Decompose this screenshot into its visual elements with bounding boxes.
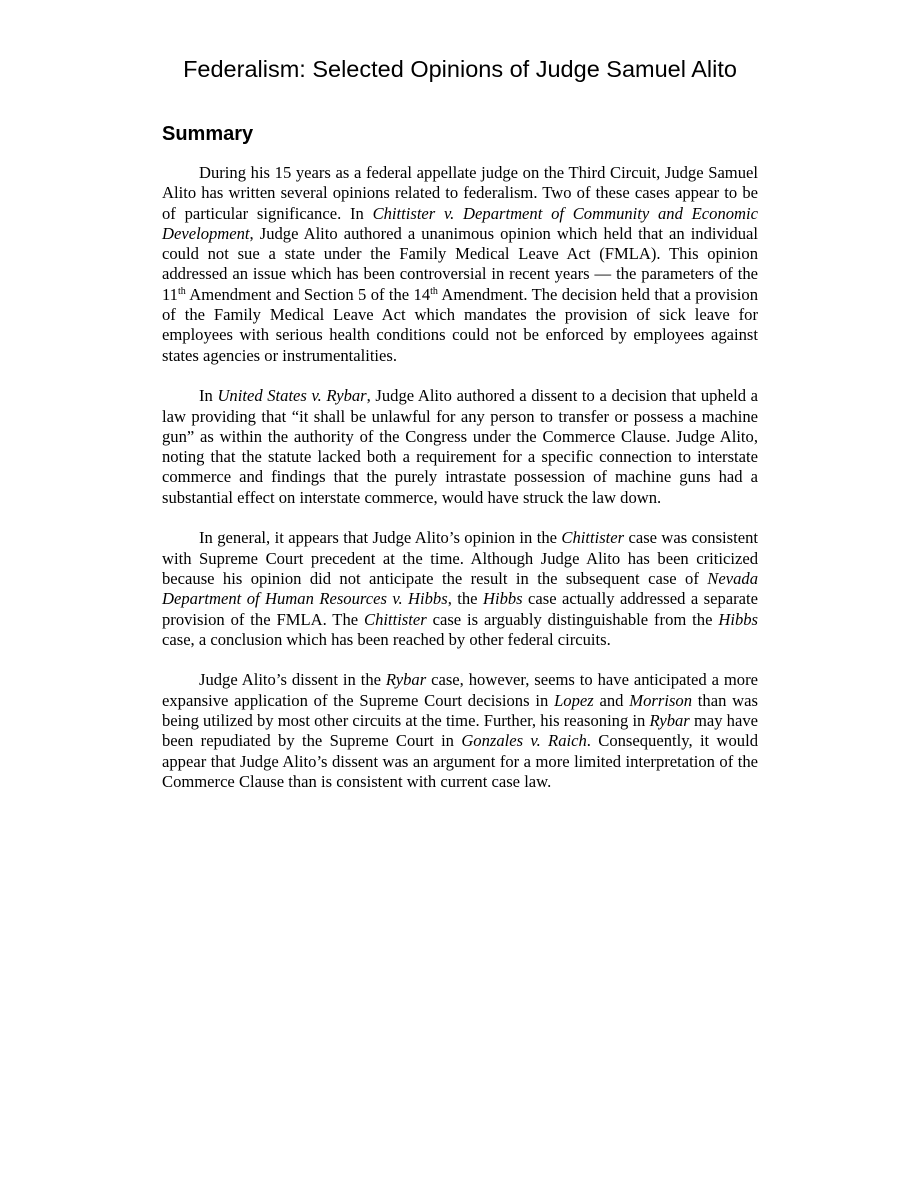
text-run: case actually addressed a separate provision of the FMLA. The [162, 589, 758, 629]
body-paragraph [162, 670, 758, 792]
text-run: than was being utilized by most other circuits at the time. Further, his reasoning in [162, 690, 758, 731]
ordinal-superscript: th [430, 285, 438, 297]
text-run: and [593, 690, 630, 710]
italic-case-name: Rybar [385, 670, 427, 690]
italic-case-name: Hibbs [482, 589, 523, 609]
body-paragraph [162, 528, 758, 650]
ordinal-superscript: th [177, 285, 186, 297]
italic-case-name: Hibbs [718, 609, 758, 629]
text-run: case is arguably distinguishable from the [426, 609, 719, 629]
text-run: . Consequently, it would appear that Judge Alito’s dissent was an argument for a more limited interpretation of the Commerce Clause than is consistent with current case law. [162, 731, 758, 791]
text-run: , Judge Alito authored a dissent to a decision that upheld a law providing that “it shall be unlawful for any person to transfer or possess a machine gun” as within the authority of the Congress under the Commerce Clause. Judge Alito, noting that the statute lacked both a requirement for a specific connection to interstate commerce and findings that the purely intrastate possession of machine guns had a substantial effect on interstate commerce, would have struck the law down. [162, 386, 759, 507]
document-page [162, 54, 758, 792]
section-heading-summary: Summary [162, 123, 254, 145]
text-run: case, a conclusion which has been reached by other federal circuits. [162, 629, 611, 649]
italic-case-name: Chittister v. Department of Community and Economic Development [162, 203, 759, 243]
text-run: In [199, 386, 218, 406]
text-run: During his 15 years as a federal appellate judge on the Third Circuit, Judge Samuel Alito has written several opinions related to federalism. Two of these cases appear to be of particular significance. In [162, 163, 758, 223]
italic-case-name: Chittister [364, 609, 427, 629]
body-paragraph [162, 163, 758, 366]
italic-case-name: Rybar [649, 711, 690, 731]
italic-case-name: Chittister [561, 528, 625, 548]
italic-case-name: Gonzales v. Raich [461, 731, 587, 751]
text-run: , the [447, 589, 483, 609]
italic-case-name: United States v. Rybar [217, 386, 367, 406]
text-run: may have been repudiated by the Supreme Court in [162, 711, 758, 751]
text-run: Amendment and Section 5 of the 14 [185, 284, 431, 304]
text-run: Judge Alito’s dissent in the [199, 670, 386, 690]
italic-case-name: Nevada Department of Human Resources v. Hibbs [162, 568, 758, 609]
text-run: Amendment. The decision held that a provision of the Family Medical Leave Act which mandates the provision of sick leave for employees with serious health conditions could not be enforced by employees against states agencies or instrumentalities. [162, 284, 758, 365]
italic-case-name: Morrison [629, 690, 692, 710]
text-run: case was consistent with Supreme Court precedent at the time. Although Judge Alito has been criticized because his opinion did not anticipate the result in the subsequent case of [162, 528, 759, 588]
summary-body [162, 163, 758, 792]
body-paragraph [162, 386, 758, 508]
text-run: In general, it appears that Judge Alito’s opinion in the [199, 528, 562, 548]
text-run: case, however, seems to have anticipated a more expansive application of the Supreme Court decisions in [162, 670, 758, 710]
document-title: Federalism: Selected Opinions of Judge Samuel Alito [183, 56, 737, 82]
text-run: , Judge Alito authored a unanimous opinion which held that an individual could not sue a state under the Family Medical Leave Act (FMLA). This opinion addressed an issue which has been controversial in recent years — the parameters of the 11 [162, 223, 758, 304]
italic-case-name: Lopez [554, 690, 594, 710]
